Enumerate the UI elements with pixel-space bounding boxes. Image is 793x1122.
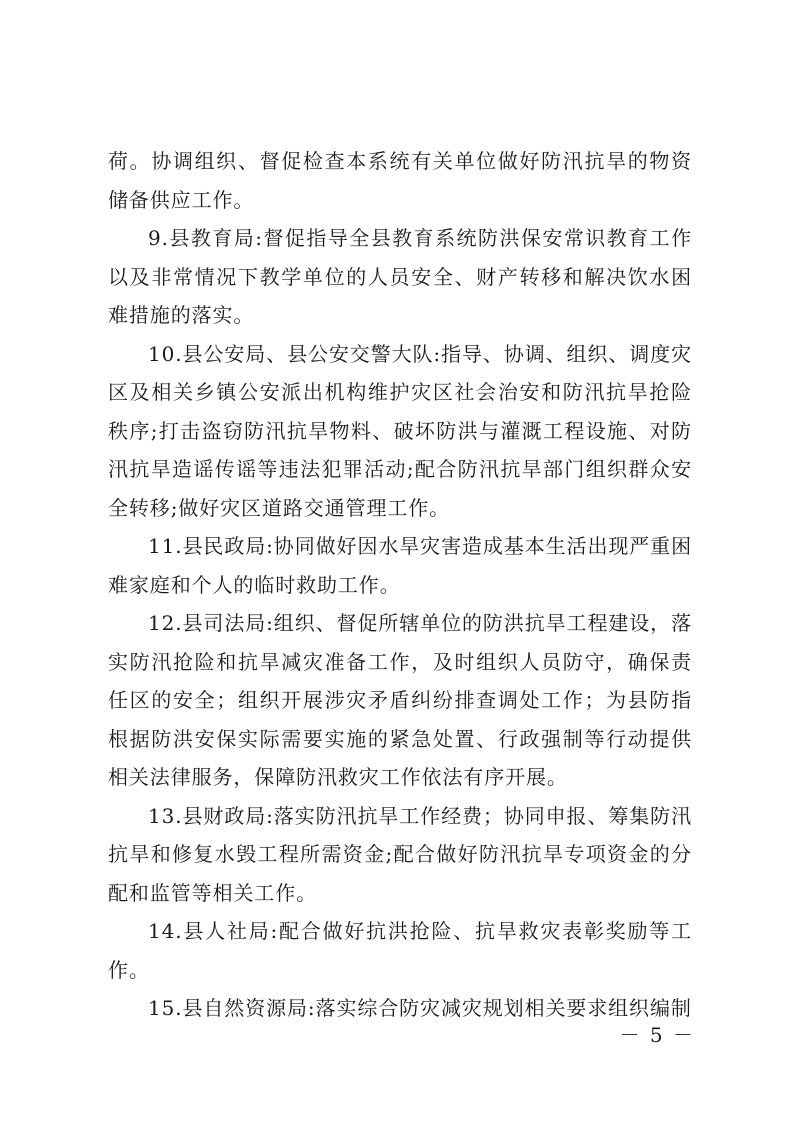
paragraph-human-resources-bureau: 14.县人社局:配合做好抗洪抢险、抗旱救灾表彰奖励等工作。 [108,919,692,982]
paragraph-justice-bureau: 12.县司法局:组织、督促所辖单位的防洪抗旱工程建设，落实防汛抢险和抗旱减灾准备工作，及时组织人员防守，确保责任区的安全；组织开展涉灾矛盾纠纷排查调处工作；为县防指根据防洪安保实际需要实施的紧急处置、行政强制等行动提供相关法律服务，保障防汛救灾工作依法有序开展。 [108,611,692,789]
paragraph-continuation: 荷。协调组织、督促检查本系统有关单位做好防汛抗旱的物资储备供应工作。 [108,149,692,212]
document-body [108,142,692,1028]
paragraph-natural-resources-bureau: 15.县自然资源局:落实综合防灾减灾规划相关要求组织编制 [148,996,692,1020]
paragraph-education-bureau: 9.县教育局:督促指导全县教育系统防洪保安常识教育工作以及非常情况下教学单位的人员安全、财产转移和解决饮水困难措施的落实。 [108,226,692,327]
paragraph-civil-affairs-bureau: 11.县民政局:协同做好因水旱灾害造成基本生活出现严重困难家庭和个人的临时救助工作。 [108,534,692,597]
page-number: － 5 － [619,1023,695,1047]
paragraph-public-security-bureau: 10.县公安局、县公安交警大队:指导、协调、组织、调度灾区及相关乡镇公安派出机构维护灾区社会治安和防汛抗旱抢险秩序;打击盗窃防汛抗旱物料、破坏防洪与灌溉工程设施、对防汛抗旱造谣传谣等违法犯罪活动;配合防汛抗旱部门组织群众安全转移;做好灾区道路交通管理工作。 [108,341,692,520]
paragraph-finance-bureau: 13.县财政局:落实防汛抗旱工作经费；协同申报、筹集防汛抗旱和修复水毁工程所需资金;配合做好防汛抗旱专项资金的分配和监管等相关工作。 [108,803,692,905]
